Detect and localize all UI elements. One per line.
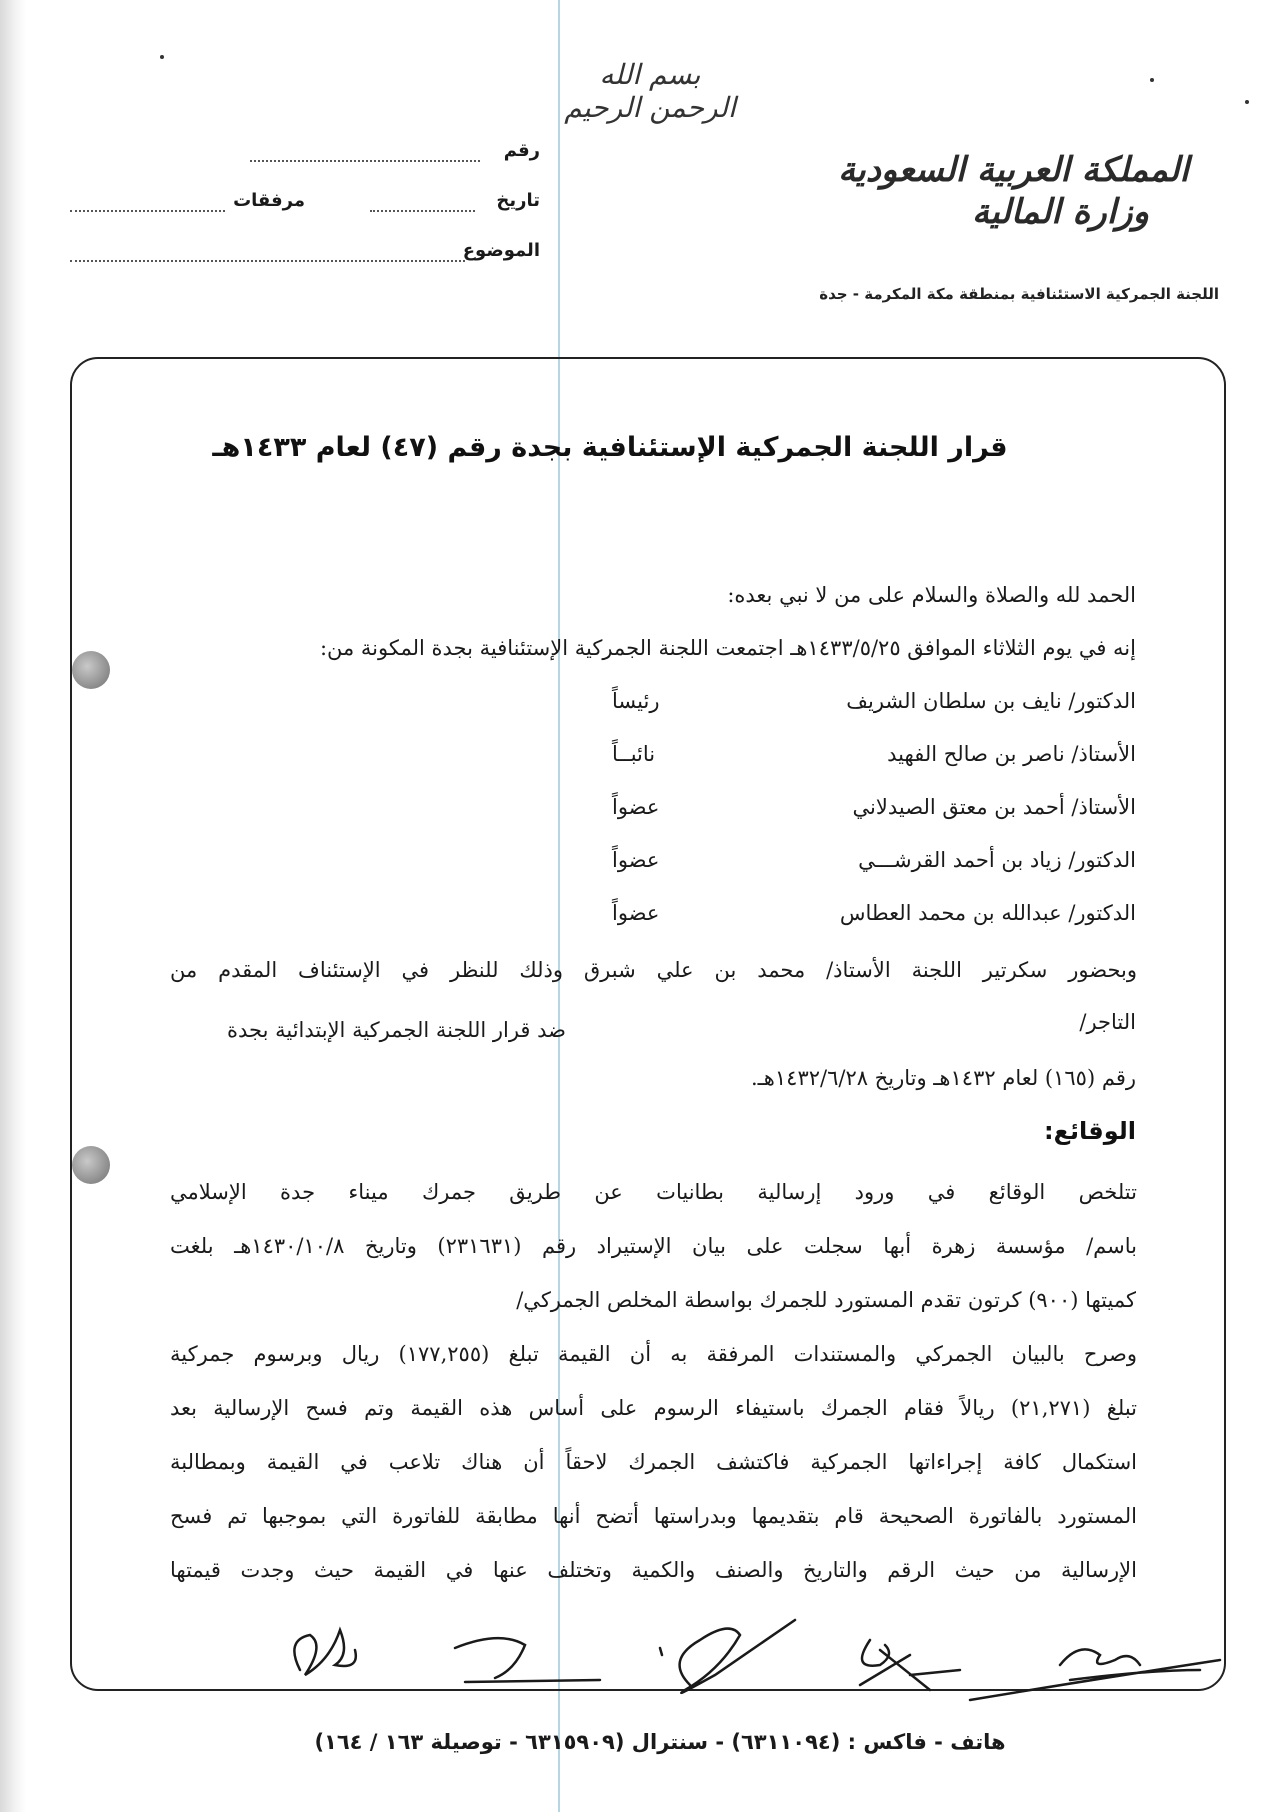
against-line: ضد قرار اللجنة الجمركية الإبتدائية بجدة (227, 1018, 566, 1042)
facts-line: المستورد بالفاتورة الصحيحة قام بتقديمها وبدراستها أتضح أنها مطابقة للفاتورة التي بموجبها تم فسح (170, 1504, 1137, 1528)
member-role: عضواً (612, 901, 660, 925)
number-label: رقم (503, 140, 540, 161)
signature (860, 1640, 960, 1690)
decision-title: قرار اللجنة الجمركية الإستئنافية بجدة رقم (٤٧) لعام ١٤٣٣هـ (212, 432, 1008, 463)
secretary-line: وبحضور سكرتير اللجنة الأستاذ/ محمد بن علي شبرق وذلك للنظر في الإستئناف المقدم من (170, 958, 1137, 982)
member-name: الدكتور/ عبدالله بن محمد العطاس (839, 901, 1136, 925)
date-dotted-line (370, 210, 475, 212)
committee-subtitle: اللجنة الجمركية الاستئنافية بمنطقة مكة المكرمة - جدة (819, 285, 1219, 303)
facts-line: وصرح بالبيان الجمركي والمستندات المرفقة به أن القيمة تبلغ (١٧٧,٢٥٥) ريال وبرسوم جمركية (170, 1342, 1138, 1366)
attachments-label: مرفقات (233, 190, 305, 211)
member-name: الأستاذ/ ناصر بن صالح الفهيد (887, 742, 1136, 766)
signature (970, 1649, 1220, 1700)
facts-heading: الوقائع: (1043, 1117, 1136, 1145)
member-name: الدكتور/ نايف بن سلطان الشريف (846, 689, 1136, 713)
member-role: نائبــاً (612, 742, 656, 766)
member-role: رئيساً (612, 689, 660, 713)
number-row (70, 140, 540, 190)
member-role: عضواً (612, 795, 660, 819)
subject-dotted-line (70, 260, 465, 262)
facts-line: باسم/ مؤسسة زهرة أبها سجلت على بيان الإستيراد رقم (٢٣١٦٣١) وتاريخ ١٤٣٠/١٠/٨هـ بلغت (170, 1234, 1137, 1258)
number-dotted-line (250, 160, 480, 162)
reference-fields (70, 140, 540, 290)
subject-label: الموضوع (462, 240, 540, 261)
facts-line: تتلخص الوقائع في ورود إرسالية بطانيات عن طريق جمرك ميناء جدة الإسلامي (170, 1180, 1137, 1204)
scan-speck (160, 55, 164, 59)
decision-reference: رقم (١٦٥) لعام ١٤٣٢هـ وتاريخ ١٤٣٢/٦/٢٨هـ. (750, 1066, 1136, 1090)
date-label: تاريخ (496, 190, 540, 211)
letterhead-emblem-text (799, 150, 1219, 232)
scan-edge (0, 0, 26, 1812)
member-name: الدكتور/ زياد بن أحمد القرشـــي (858, 848, 1136, 872)
facts-line: استكمال كافة إجراءاتها الجمركية فاكتشف الجمرك لاحقاً أن هناك تلاعب في القيمة وبمطالبة (170, 1450, 1137, 1474)
basmala: بسم الله الرحمن الرحيم (564, 58, 736, 124)
signature (455, 1638, 600, 1682)
attachments-dotted-line (70, 210, 225, 212)
kingdom-name: المملكة العربية السعودية (838, 150, 1189, 190)
signature (294, 1630, 355, 1675)
subject-row (70, 240, 540, 290)
scan-speck (1150, 78, 1154, 82)
signature (660, 1620, 795, 1693)
greeting: الحمد لله والصلاة والسلام على من لا نبي بعده: (727, 583, 1136, 607)
ministry-name: وزارة المالية (971, 192, 1149, 232)
meeting-intro: إنه في يوم الثلاثاء الموافق ١٤٣٣/٥/٢٥هـ اجتمعت اللجنة الجمركية الإستئنافية بجدة المكونة من: (319, 636, 1136, 660)
merchant-label: التاجر/ (1079, 1010, 1136, 1034)
scan-speck (1245, 100, 1249, 104)
member-name: الأستاذ/ أحمد بن معتق الصيدلاني (852, 795, 1136, 819)
facts-line: تبلغ (٢١,٢٧١) ريالاً فقام الجمرك باستيفاء الرسوم على أساس هذه القيمة وتم فسح الإرسالية بعد (170, 1396, 1138, 1420)
facts-line: كميتها (٩٠٠) كرتون تقدم المستورد للجمرك بواسطة المخلص الجمركي/ (516, 1288, 1136, 1312)
footer-contact: هاتف - فاكس : (٦٣١١٠٩٤) - سنترال (٦٣١٥٩٠٩ - توصيلة ١٦٣ / ١٦٤) (314, 1730, 1006, 1754)
punch-hole (72, 651, 110, 689)
date-row (70, 190, 540, 240)
facts-line: الإرسالية من حيث الرقم والتاريخ والصنف والكمية وتختلف عنها في القيمة حيث وجدت قيمتها (170, 1558, 1137, 1582)
signatures-row (270, 1600, 1230, 1720)
punch-hole (72, 1146, 110, 1184)
member-role: عضواً (612, 848, 660, 872)
